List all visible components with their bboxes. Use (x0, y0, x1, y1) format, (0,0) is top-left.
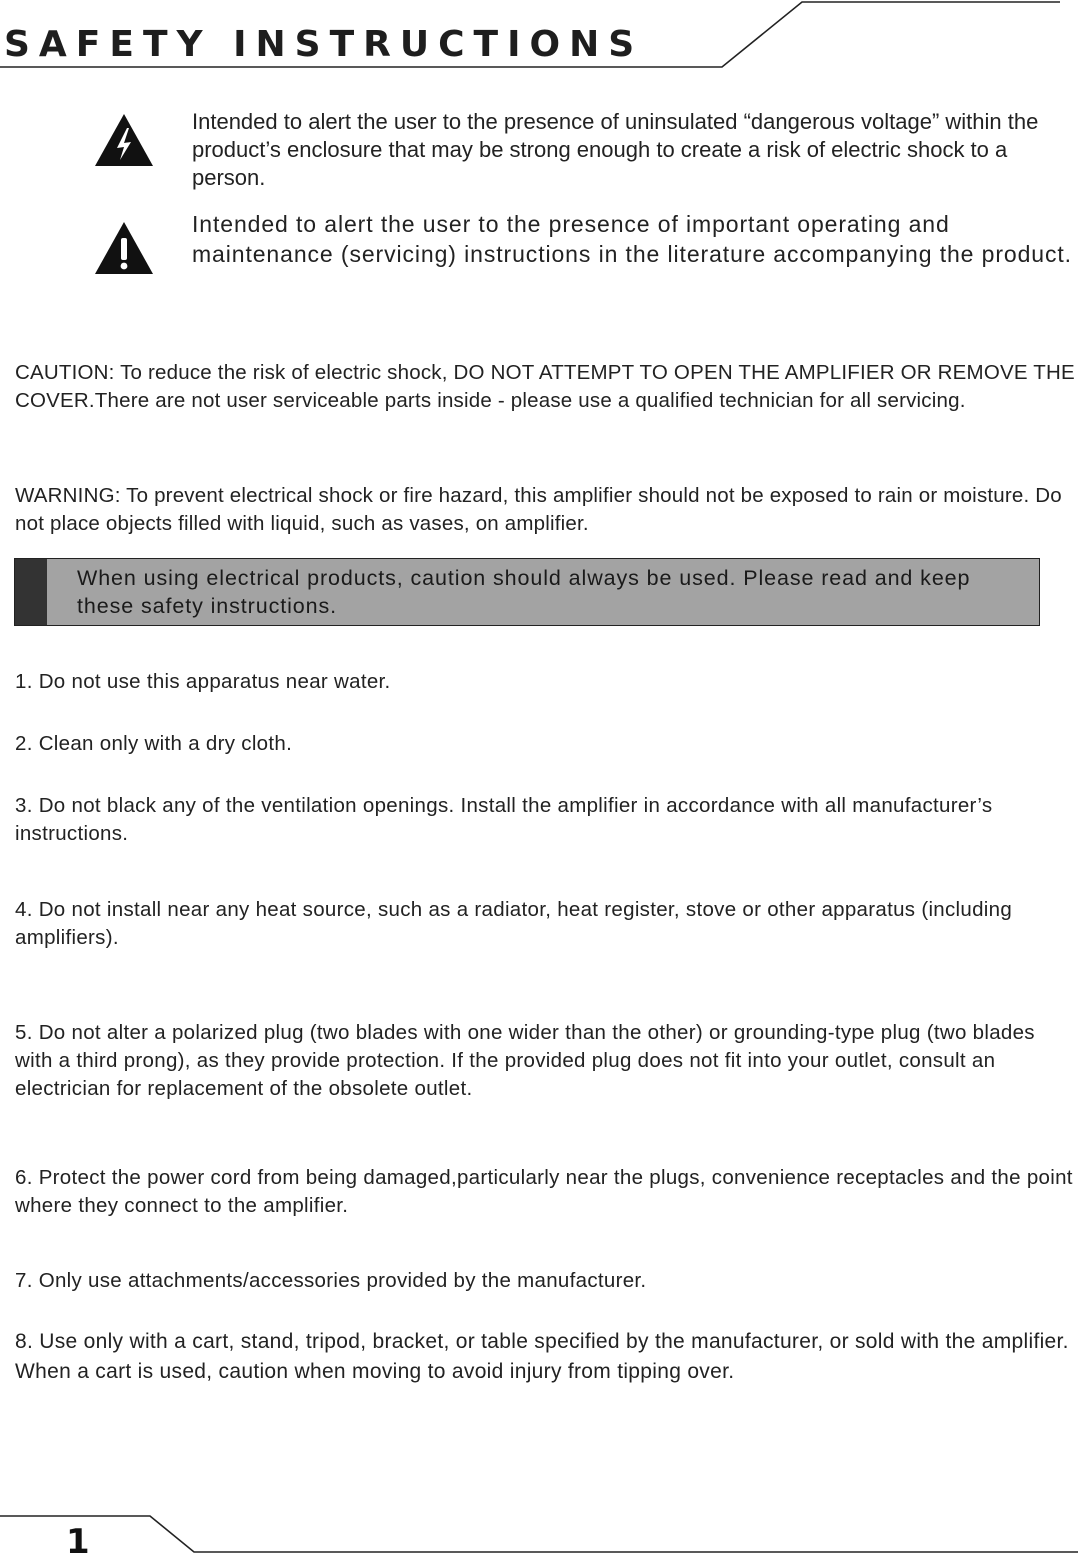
list-item: 3. Do not black any of the ventilation openings. Install the amplifier in accordance with all manufacturer’s instructions. (15, 794, 993, 845)
voltage-symbol-text: Intended to alert the user to the presence of uninsulated “dangerous voltage” within the product’s enclosure that may be strong enough to create a risk of electric shock to a person. (192, 109, 1039, 190)
list-item: 5. Do not alter a polarized plug (two blades with one wider than the other) or grounding-type plug (two blades with a third prong), as they provide protection. If the provided plug does not fit into your outlet, consult an electrician for replacement of the obsolete outlet. (15, 1021, 1035, 1100)
list-item: 7. Only use attachments/accessories provided by the manufacturer. (15, 1269, 647, 1292)
lightning-warning-icon (93, 112, 155, 168)
list-item: 6. Protect the power cord from being damaged,particularly near the plugs, convenience receptacles and the point where they connect to the amplifier. (15, 1166, 1073, 1217)
list-item: 4. Do not install near any heat source, such as a radiator, heat register, stove or other apparatus (including amplifiers). (15, 898, 1013, 949)
caution-text: CAUTION: To reduce the risk of electric shock, DO NOT ATTEMPT TO OPEN THE AMPLIFIER OR REMOVE THE COVER.There are not user serviceable parts inside - please use a qualified technician for all servicing. (15, 361, 1075, 412)
notice-box (14, 558, 1040, 626)
instructions-symbol-text: Intended to alert the user to the presence of important operating and maintenance (servicing) instructions in the literature accompanying the product. (192, 211, 1072, 267)
exclamation-warning-icon (93, 220, 155, 276)
page-number: 1 (66, 1522, 90, 1562)
warning-text: WARNING: To prevent electrical shock or fire hazard, this amplifier should not be exposed to rain or moisture. Do not place objects filled with liquid, such as vases, on amplifier. (15, 484, 1062, 535)
notice-accent-bar (15, 559, 47, 625)
page-title: SAFETY INSTRUCTIONS (4, 24, 644, 65)
notice-text: When using electrical products, caution should always be used. Please read and keep these safety instructions. (77, 566, 971, 618)
list-item: 2. Clean only with a dry cloth. (15, 732, 293, 755)
list-item: 1. Do not use this apparatus near water. (15, 670, 391, 693)
footer-rule (0, 1508, 1080, 1556)
list-item: 8. Use only with a cart, stand, tripod, bracket, or table specified by the manufacturer, or sold with the amplifier. When a cart is used, caution when moving to avoid injury from tipping over. (15, 1330, 1069, 1383)
